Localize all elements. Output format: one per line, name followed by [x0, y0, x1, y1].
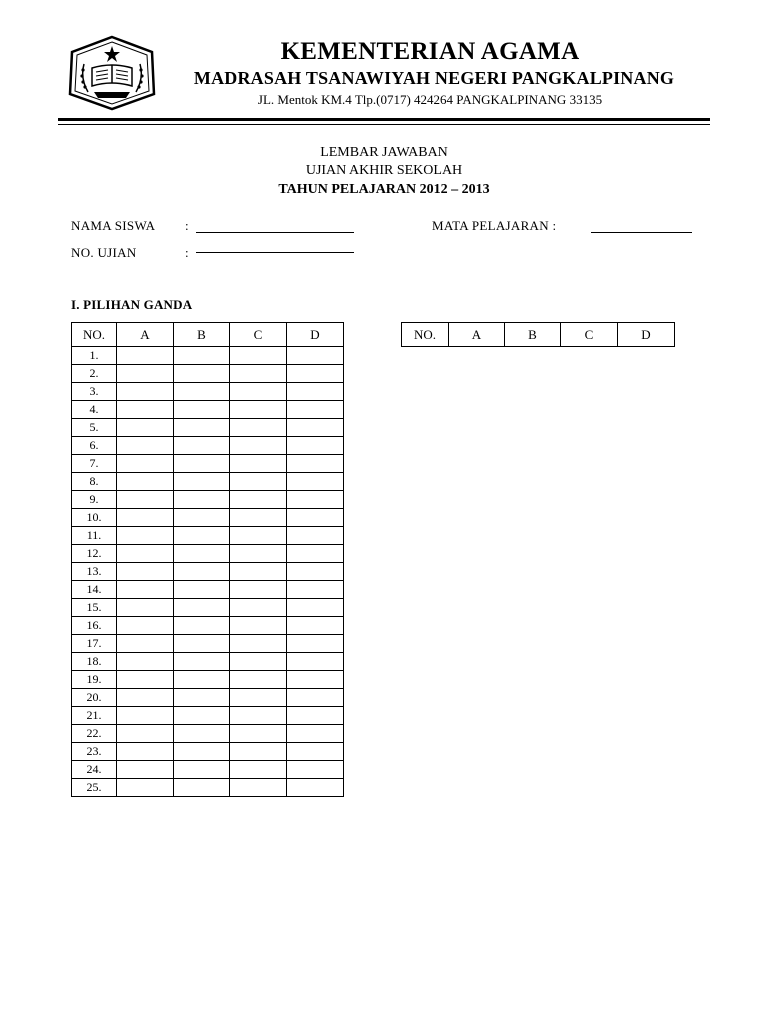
- no-ujian-field[interactable]: [196, 252, 354, 253]
- answer-table-2: [401, 322, 675, 347]
- answer-cell-d[interactable]: [287, 689, 344, 707]
- school-emblem-logo: [66, 34, 158, 112]
- question-number: 22.: [72, 725, 117, 743]
- nama-siswa-field[interactable]: [196, 232, 354, 233]
- answer-cell-c[interactable]: [230, 707, 287, 725]
- table-row: [72, 599, 344, 617]
- answer-cell-d[interactable]: [287, 383, 344, 401]
- question-number: 14.: [72, 581, 117, 599]
- answer-cell-d[interactable]: [287, 545, 344, 563]
- header2-d: D: [618, 323, 675, 347]
- answer-cell-a[interactable]: [117, 563, 174, 581]
- table-row: [72, 779, 344, 797]
- question-number: 15.: [72, 599, 117, 617]
- answer-cell-d[interactable]: [287, 653, 344, 671]
- answer-cell-d[interactable]: [287, 527, 344, 545]
- answer-cell-b[interactable]: [174, 491, 230, 509]
- answer-cell-d[interactable]: [287, 347, 344, 365]
- table-row: [72, 653, 344, 671]
- answer-cell-b[interactable]: [174, 743, 230, 761]
- question-number: 16.: [72, 617, 117, 635]
- answer-cell-a[interactable]: [117, 743, 174, 761]
- answer-cell-d[interactable]: [287, 743, 344, 761]
- header-no: NO.: [72, 323, 117, 347]
- answer-cell-b[interactable]: [174, 581, 230, 599]
- question-number: 10.: [72, 509, 117, 527]
- no-ujian-colon: :: [185, 245, 189, 260]
- answer-cell-a[interactable]: [117, 365, 174, 383]
- answer-cell-c[interactable]: [230, 563, 287, 581]
- header-c: C: [230, 323, 287, 347]
- answer-cell-c[interactable]: [230, 545, 287, 563]
- question-number: 19.: [72, 671, 117, 689]
- question-number: 12.: [72, 545, 117, 563]
- table-row: [72, 617, 344, 635]
- answer-cell-c[interactable]: [230, 437, 287, 455]
- answer-cell-d[interactable]: [287, 671, 344, 689]
- answer-cell-a[interactable]: [117, 635, 174, 653]
- answer-cell-b[interactable]: [174, 455, 230, 473]
- answer-cell-c[interactable]: [230, 743, 287, 761]
- answer-cell-b[interactable]: [174, 617, 230, 635]
- answer-cell-a[interactable]: [117, 509, 174, 527]
- answer-cell-a[interactable]: [117, 437, 174, 455]
- answer-cell-c[interactable]: [230, 455, 287, 473]
- table-row: [72, 383, 344, 401]
- answer-cell-d[interactable]: [287, 707, 344, 725]
- table-row: [72, 581, 344, 599]
- table-row: [72, 527, 344, 545]
- answer-cell-d[interactable]: [287, 455, 344, 473]
- question-number: 7.: [72, 455, 117, 473]
- answer-cell-d[interactable]: [287, 563, 344, 581]
- answer-cell-c[interactable]: [230, 383, 287, 401]
- header2-a: A: [449, 323, 505, 347]
- answer-cell-c[interactable]: [230, 635, 287, 653]
- answer-cell-b[interactable]: [174, 707, 230, 725]
- answer-cell-b[interactable]: [174, 689, 230, 707]
- answer-cell-b[interactable]: [174, 671, 230, 689]
- ministry-name: KEMENTERIAN AGAMA: [280, 38, 580, 65]
- answer-cell-c[interactable]: [230, 581, 287, 599]
- nama-siswa-colon: :: [185, 218, 189, 233]
- question-number: 18.: [72, 653, 117, 671]
- answer-cell-b[interactable]: [174, 401, 230, 419]
- answer-cell-b[interactable]: [174, 473, 230, 491]
- question-number: 4.: [72, 401, 117, 419]
- question-number: 5.: [72, 419, 117, 437]
- answer-cell-d[interactable]: [287, 491, 344, 509]
- answer-cell-c[interactable]: [230, 599, 287, 617]
- answer-cell-b[interactable]: [174, 527, 230, 545]
- mata-pelajaran-field[interactable]: [591, 232, 692, 233]
- letterhead-rule-thin: [58, 124, 710, 125]
- table-row: [72, 419, 344, 437]
- answer-cell-b[interactable]: [174, 509, 230, 527]
- answer-cell-b[interactable]: [174, 365, 230, 383]
- answer-cell-d[interactable]: [287, 635, 344, 653]
- answer-cell-c[interactable]: [230, 761, 287, 779]
- table-row: [72, 401, 344, 419]
- question-number: 24.: [72, 761, 117, 779]
- table-row: [72, 509, 344, 527]
- answer-cell-d[interactable]: [287, 725, 344, 743]
- table-row: [72, 437, 344, 455]
- table-row: [72, 707, 344, 725]
- answer-cell-a[interactable]: [117, 473, 174, 491]
- answer-cell-c[interactable]: [230, 617, 287, 635]
- answer-cell-a[interactable]: [117, 419, 174, 437]
- answer-cell-c[interactable]: [230, 347, 287, 365]
- answer-cell-c[interactable]: [230, 509, 287, 527]
- answer-cell-d[interactable]: [287, 617, 344, 635]
- question-number: 21.: [72, 707, 117, 725]
- answer-cell-a[interactable]: [117, 779, 174, 797]
- answer-cell-b[interactable]: [174, 419, 230, 437]
- answer-cell-b[interactable]: [174, 347, 230, 365]
- header2-no: NO.: [402, 323, 449, 347]
- school-address: JL. Mentok KM.4 Tlp.(0717) 424264 PANGKALPINANG 33135: [257, 92, 603, 107]
- answer-table-2-header-row: [402, 323, 675, 347]
- answer-cell-a[interactable]: [117, 617, 174, 635]
- answer-cell-d[interactable]: [287, 509, 344, 527]
- answer-cell-a[interactable]: [117, 347, 174, 365]
- question-number: 25.: [72, 779, 117, 797]
- table-row: [72, 455, 344, 473]
- answer-cell-a[interactable]: [117, 401, 174, 419]
- header2-b: B: [505, 323, 561, 347]
- answer-cell-b[interactable]: [174, 779, 230, 797]
- question-number: 20.: [72, 689, 117, 707]
- answer-cell-d[interactable]: [287, 581, 344, 599]
- question-number: 8.: [72, 473, 117, 491]
- mata-pelajaran-label: MATA PELAJARAN :: [432, 218, 557, 233]
- answer-cell-b[interactable]: [174, 563, 230, 581]
- answer-cell-a[interactable]: [117, 761, 174, 779]
- answer-cell-a[interactable]: [117, 491, 174, 509]
- answer-cell-a[interactable]: [117, 545, 174, 563]
- table-row: [72, 725, 344, 743]
- answer-cell-d[interactable]: [287, 473, 344, 491]
- answer-cell-c[interactable]: [230, 689, 287, 707]
- answer-cell-a[interactable]: [117, 527, 174, 545]
- header-d: D: [287, 323, 344, 347]
- table-row: [72, 545, 344, 563]
- answer-cell-d[interactable]: [287, 779, 344, 797]
- no-ujian-label: NO. UJIAN: [71, 245, 137, 260]
- school-name: MADRASAH TSANAWIYAH NEGERI PANGKALPINANG: [193, 68, 675, 88]
- answer-cell-d[interactable]: [287, 419, 344, 437]
- answer-cell-a[interactable]: [117, 455, 174, 473]
- title-academic-year: TAHUN PELAJARAN 2012 – 2013: [278, 182, 490, 197]
- answer-cell-c[interactable]: [230, 725, 287, 743]
- question-number: 13.: [72, 563, 117, 581]
- header-b: B: [174, 323, 230, 347]
- table-row: [72, 761, 344, 779]
- answer-cell-a[interactable]: [117, 599, 174, 617]
- answer-table-1: [71, 322, 344, 797]
- answer-table-header-row: [72, 323, 344, 347]
- answer-cell-c[interactable]: [230, 419, 287, 437]
- question-number: 23.: [72, 743, 117, 761]
- answer-cell-c[interactable]: [230, 653, 287, 671]
- header-a: A: [117, 323, 174, 347]
- answer-cell-c[interactable]: [230, 527, 287, 545]
- answer-cell-a[interactable]: [117, 707, 174, 725]
- table-row: [72, 491, 344, 509]
- table-row: [72, 743, 344, 761]
- title-exam-name: UJIAN AKHIR SEKOLAH: [305, 163, 463, 178]
- table-row: [72, 635, 344, 653]
- answer-cell-a[interactable]: [117, 689, 174, 707]
- answer-cell-d[interactable]: [287, 761, 344, 779]
- question-number: 1.: [72, 347, 117, 365]
- question-number: 9.: [72, 491, 117, 509]
- answer-cell-d[interactable]: [287, 401, 344, 419]
- answer-cell-c[interactable]: [230, 365, 287, 383]
- table-row: [72, 563, 344, 581]
- answer-table-body: [72, 347, 344, 797]
- answer-cell-a[interactable]: [117, 383, 174, 401]
- table-row: [72, 671, 344, 689]
- table-row: [72, 473, 344, 491]
- section-heading-multiple-choice: I. PILIHAN GANDA: [71, 297, 193, 312]
- header2-c: C: [561, 323, 618, 347]
- answer-cell-d[interactable]: [287, 365, 344, 383]
- answer-cell-c[interactable]: [230, 401, 287, 419]
- question-number: 2.: [72, 365, 117, 383]
- answer-cell-b[interactable]: [174, 599, 230, 617]
- table-row: [72, 347, 344, 365]
- letterhead-rule-thick: [58, 118, 710, 121]
- table-row: [72, 365, 344, 383]
- answer-cell-a[interactable]: [117, 581, 174, 599]
- answer-cell-b[interactable]: [174, 437, 230, 455]
- answer-cell-c[interactable]: [230, 779, 287, 797]
- question-number: 6.: [72, 437, 117, 455]
- answer-cell-b[interactable]: [174, 383, 230, 401]
- table-row: [72, 689, 344, 707]
- answer-cell-b[interactable]: [174, 761, 230, 779]
- answer-cell-b[interactable]: [174, 653, 230, 671]
- answer-cell-d[interactable]: [287, 437, 344, 455]
- answer-cell-c[interactable]: [230, 671, 287, 689]
- question-number: 17.: [72, 635, 117, 653]
- question-number: 11.: [72, 527, 117, 545]
- answer-cell-a[interactable]: [117, 653, 174, 671]
- title-answer-sheet: LEMBAR JAWABAN: [320, 145, 448, 160]
- answer-cell-a[interactable]: [117, 671, 174, 689]
- answer-cell-b[interactable]: [174, 545, 230, 563]
- question-number: 3.: [72, 383, 117, 401]
- answer-cell-a[interactable]: [117, 725, 174, 743]
- nama-siswa-label: NAMA SISWA: [71, 218, 156, 233]
- answer-cell-c[interactable]: [230, 473, 287, 491]
- answer-cell-b[interactable]: [174, 725, 230, 743]
- answer-cell-b[interactable]: [174, 635, 230, 653]
- answer-cell-c[interactable]: [230, 491, 287, 509]
- answer-cell-d[interactable]: [287, 599, 344, 617]
